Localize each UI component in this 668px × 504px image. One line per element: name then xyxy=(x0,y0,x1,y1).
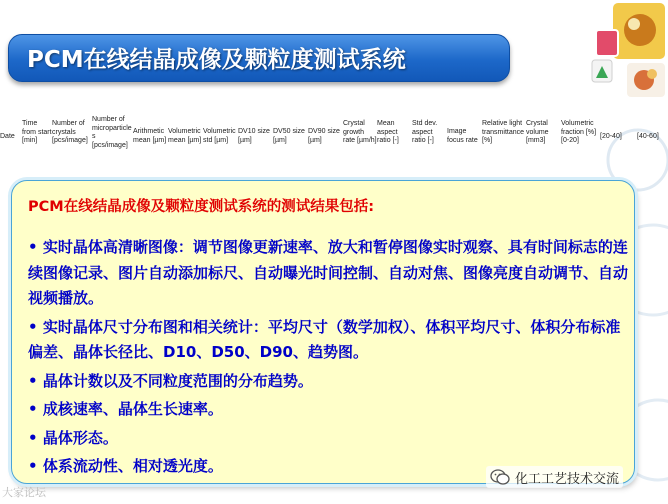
table-column-header-line: aspect xyxy=(377,128,398,136)
watermark-right xyxy=(486,466,623,488)
card-heading: PCM在线结晶成像及颗粒度测试系统的测试结果包括: xyxy=(28,199,374,215)
bullet-item xyxy=(28,426,628,452)
table-column-header xyxy=(22,120,52,146)
table-column-header-line: [pcs/image] xyxy=(92,141,128,149)
table-column-header-line: mean [µm] xyxy=(133,136,167,144)
table-column-header xyxy=(637,133,659,142)
bullet-text: 晶体形态。 xyxy=(42,428,118,447)
watermark-left-text: 大家论坛 xyxy=(2,486,46,499)
table-column-header-line: [µm] xyxy=(308,136,322,144)
watermark-right-text: 化工工艺技术交流 xyxy=(515,471,620,487)
table-column-header-line: aspect xyxy=(412,128,433,136)
table-column-header-line: crystals xyxy=(52,128,76,136)
table-column-header xyxy=(447,128,478,145)
table-column-header xyxy=(133,128,166,145)
bullet-dot: • xyxy=(28,400,38,418)
watermark-left xyxy=(2,484,46,500)
table-column-header-line: [min] xyxy=(22,137,38,144)
content-card xyxy=(11,180,635,484)
table-column-header-line: DV90 size xyxy=(308,128,340,135)
table-column-header xyxy=(0,133,15,142)
table-column-header-line: transmittance xyxy=(482,128,525,136)
table-column-header-line: growth xyxy=(343,128,365,136)
table-column-header xyxy=(343,120,377,146)
table-column-header-line: ratio [-] xyxy=(377,137,399,144)
table-column-header xyxy=(377,120,399,146)
bullet-dot: • xyxy=(28,238,38,256)
table-column-header xyxy=(482,120,524,146)
table-column-header-line: rate [µm/h] xyxy=(343,137,377,144)
table-column-header xyxy=(308,128,340,145)
table-column-header xyxy=(203,128,236,145)
table-column-header-line: fraction [%] xyxy=(561,128,597,136)
table-column-header-line: Crystal xyxy=(343,120,365,127)
bullet-list xyxy=(28,235,628,483)
table-column-header xyxy=(273,128,305,145)
bullet-text: 实时晶体尺寸分布图和相关统计：平均尺寸（数学加权）、体积平均尺寸、体积分布标准偏差、晶体长径比、D10、D50、D90、趋势图。 xyxy=(28,317,621,361)
bullet-item xyxy=(28,315,628,366)
table-column-header xyxy=(168,128,201,145)
table-column-header-line: Arithmetic xyxy=(133,128,165,135)
bullet-dot: • xyxy=(28,457,38,475)
table-header-strip xyxy=(0,116,668,158)
table-column-header xyxy=(561,120,596,146)
table-column-header-line: s xyxy=(92,133,96,140)
table-column-header-line: mean [µm] xyxy=(168,136,202,144)
table-column-header-line: [pcs/image] xyxy=(52,137,88,144)
bullet-dot: • xyxy=(28,371,38,390)
table-column-header xyxy=(526,120,549,146)
table-column-header xyxy=(52,120,88,146)
table-column-header-line: Date xyxy=(0,133,15,140)
table-column-header-line: DV10 size xyxy=(238,128,270,135)
bullet-text: 成核速率、晶体生长速率。 xyxy=(42,400,223,418)
table-column-header-line: volume xyxy=(526,128,549,136)
table-column-header-line: [µm] xyxy=(273,136,287,144)
table-column-header-line: ratio [-] xyxy=(412,137,434,144)
table-column-header-line: Volumetric xyxy=(203,128,236,135)
table-column-header xyxy=(600,133,622,142)
table-column-header-line: [%] xyxy=(482,137,493,144)
bullet-text: 实时晶体高清晰图像：调节图像更新速率、放大和暂停图像实时观察、具有时间标志的连续图像记录、图片自动添加标尺、自动曝光时间控制、自动对焦、图像亮度自动调节、自动视频播放。 xyxy=(28,238,629,307)
bullet-item xyxy=(28,235,628,312)
table-column-header-line: from start xyxy=(22,128,52,136)
bullet-text: 体系流动性、相对透光度。 xyxy=(42,457,223,475)
table-column-header-line: Crystal xyxy=(526,120,548,127)
bullet-item xyxy=(28,369,628,395)
table-column-header-line: std [µm] xyxy=(203,136,229,144)
table-column-header-line: Time xyxy=(22,120,38,127)
table-column-header xyxy=(238,128,270,145)
table-column-header-line: Mean xyxy=(377,120,395,127)
table-column-header-line: Std dev. xyxy=(412,120,438,127)
table-column-header-line: [40-60] xyxy=(637,133,659,140)
table-column-header-line: Number of xyxy=(92,116,125,123)
table-column-header-line: [20-40] xyxy=(600,133,622,140)
table-column-header-line: Volumetric xyxy=(168,128,201,135)
bullet-dot: • xyxy=(28,317,38,336)
table-column-header xyxy=(92,116,132,150)
bullet-item xyxy=(28,397,628,423)
bullet-dot: • xyxy=(28,428,38,447)
table-column-header-line: focus rate xyxy=(447,136,478,144)
table-column-header-line: [0-20] xyxy=(561,137,579,144)
table-column-header-line: Relative light xyxy=(482,120,523,127)
table-column-header-line: microparticle xyxy=(92,124,132,132)
bullet-text: 晶体计数以及不同粒度范围的分布趋势。 xyxy=(42,371,313,390)
wechat-icon xyxy=(490,469,510,485)
table-column-header-line: [mm3] xyxy=(526,137,546,144)
table-column-header-line: Image xyxy=(447,128,467,135)
table-column-header-line: DV50 size xyxy=(273,128,305,135)
table-column-header xyxy=(412,120,437,146)
table-column-header-line: Volumetric xyxy=(561,120,594,127)
slide-title: PCM在线结晶成像及颗粒度测试系统 xyxy=(27,47,406,73)
table-column-header-line: [µm] xyxy=(238,136,252,144)
title-bar xyxy=(8,34,510,82)
decorative-photo-tiles xyxy=(540,0,668,100)
table-column-header-line: Number of xyxy=(52,120,85,127)
